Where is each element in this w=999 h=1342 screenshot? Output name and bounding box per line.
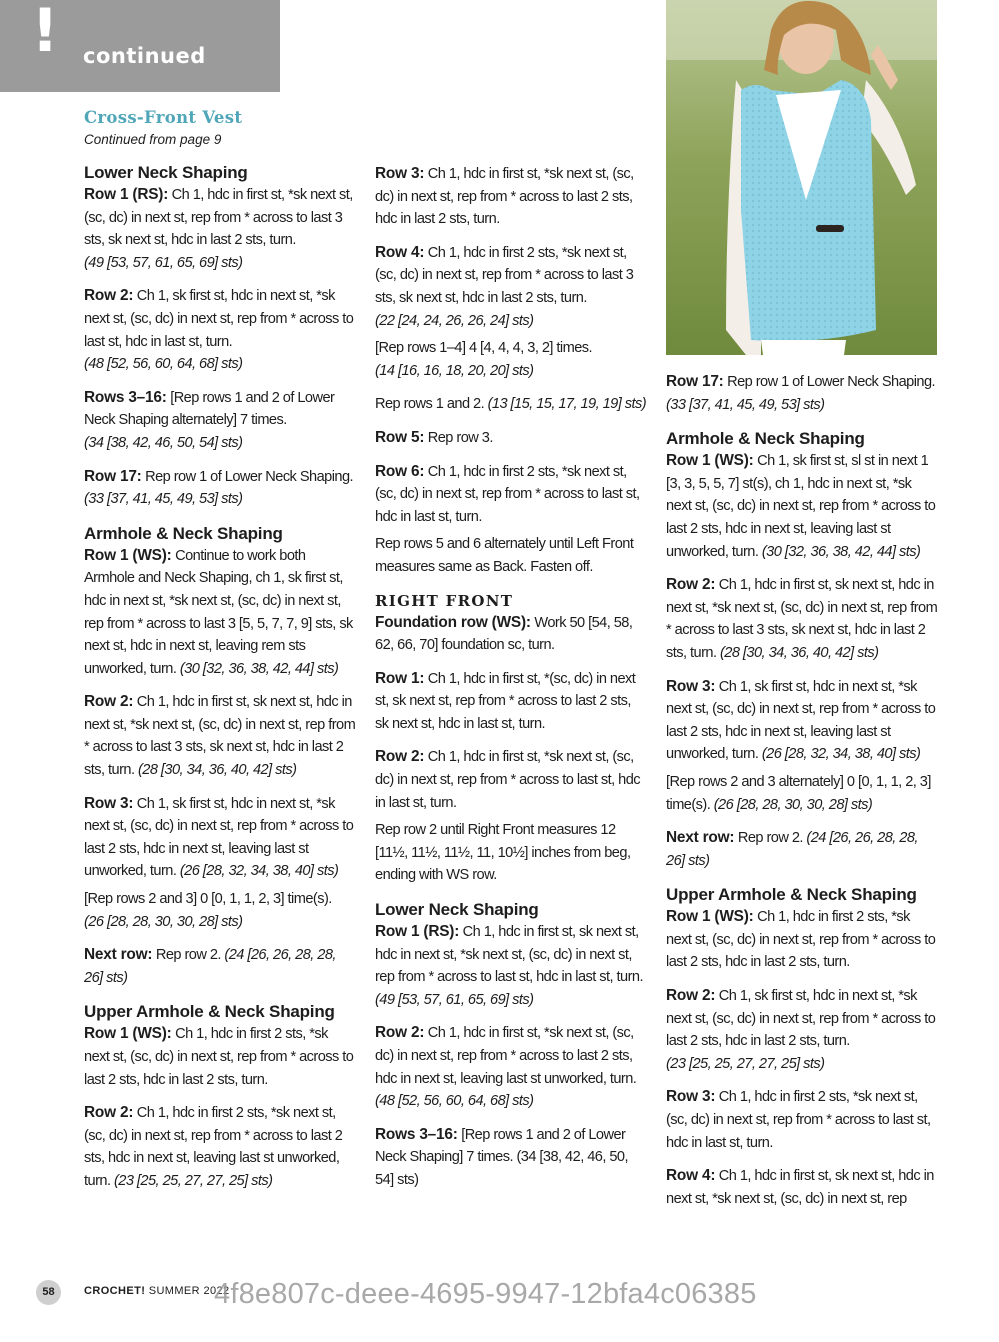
stitch-count: (24 [26, 26, 28, 28, 26] sts) [84, 947, 336, 986]
section-heading: Upper Armhole & Neck Shaping [84, 1002, 335, 1022]
stitch-count: (48 [52, 56, 60, 64, 68] sts) [84, 356, 243, 373]
stitch-count: (23 [25, 25, 27, 27, 25] sts) [113, 1172, 273, 1189]
column-right [666, 371, 938, 1221]
stitch-count: (33 [37, 41, 45, 49, 53] sts) [666, 396, 825, 413]
instruction-paragraph [84, 1023, 356, 1091]
instruction-paragraph [666, 985, 938, 1075]
instruction-paragraph [84, 944, 356, 989]
instruction-paragraph [375, 163, 647, 231]
stitch-count: (34 [38, 42, 46, 50, 54] sts) [84, 434, 243, 451]
instruction-text: Rep row 2. [152, 947, 225, 964]
instruction-paragraph [375, 1022, 647, 1112]
row-label: Row 1 (RS): [84, 186, 169, 203]
stitch-count: (48 [52, 56, 60, 64, 68] sts) [375, 1093, 534, 1110]
instruction-text: [Rep rows 1 and 2 of Lower Neck Shaping] 7 times. (34 [38, 42, 46, 50, 54] sts) [375, 1126, 628, 1188]
instruction-text: Ch 1, sk first st, hdc in next st, *sk next st, (sc, dc) in next st, rep from * across to last 2 sts, hdc in last 2 sts, turn. [666, 988, 936, 1050]
stitch-count: (30 [32, 36, 38, 42, 44] sts) [761, 543, 921, 560]
section-heading: Armhole & Neck Shaping [666, 429, 865, 449]
instruction-text: Ch 1, hdc in first st, sk next st, hdc in next st, *sk next st, (sc, dc) in next st, rep [666, 1168, 934, 1207]
instruction-paragraph [84, 1102, 356, 1192]
instruction-text: Rep rows 1 and 2. [375, 396, 488, 413]
stitch-count: (26 [28, 28, 30, 30, 28] sts) [713, 796, 873, 813]
instruction-text: Ch 1, hdc in first st, *sk next st, (sc, dc) in next st, rep from * across to last 3 sts, sk next st, hdc in last 2 sts, turn. [84, 187, 353, 249]
page-number: 58 [36, 1280, 61, 1305]
continued-banner [0, 0, 280, 92]
instruction-text: [Rep rows 1 and 2 of Lower Neck Shaping alternately] 7 times. [84, 389, 335, 429]
instruction-text: Ch 1, hdc in first st, *sk next st, (sc, dc) in next st, rep from * across to last 2 sts, hdc in last 2 sts, turn. [375, 166, 634, 228]
stitch-count: (26 [28, 32, 34, 38, 40] sts) [761, 746, 921, 763]
instruction-text: Ch 1, hdc in first 2 sts, *sk next st, (sc, dc) in next st, rep from * across to last 2 sts, hdc in next st, leaving last st unworked, turn. [84, 1105, 343, 1189]
issue-name: SUMMER 2022 [145, 1285, 230, 1297]
instruction-text: [Rep rows 2 and 3] 0 [0, 1, 1, 2, 3] time(s). [84, 891, 332, 908]
exclamation-icon: ! [31, 0, 59, 66]
instruction-text: Rep row 2 until Right Front measures 12 [11½, 11½, 11½, 11, 10½] inches from beg, ending with WS row. [375, 822, 631, 884]
instruction-paragraph [375, 746, 647, 814]
row-label: Row 4: [666, 1167, 716, 1185]
row-label: Row 5: [375, 428, 425, 446]
stitch-count: (24 [26, 26, 28, 28, 26] sts) [666, 830, 918, 869]
stitch-count: (26 [28, 28, 30, 30, 28] sts) [84, 913, 243, 930]
stitch-count: (30 [32, 36, 38, 42, 44] sts) [179, 660, 339, 677]
row-label: Foundation row (WS): [375, 613, 531, 631]
row-label: Row 17: [666, 373, 724, 390]
instruction-paragraph [666, 1165, 938, 1210]
instruction-text: Ch 1, hdc in first 2 sts, *sk next st, (sc, dc) in next st, rep from * across to last 2 sts, hdc in last 2 sts, turn. [84, 1026, 354, 1088]
row-label: Row 2: [666, 987, 716, 1005]
stitch-count: (33 [37, 41, 45, 49, 53] sts) [84, 491, 243, 508]
row-label: Next row: [84, 946, 153, 964]
section-heading: Armhole & Neck Shaping [84, 523, 283, 543]
instruction-text: Work 50 [54, 58, 62, 66, 70] foundation sc, turn. [375, 614, 633, 654]
row-label: Row 3: [375, 165, 425, 182]
section-heading: Lower Neck Shaping [84, 163, 248, 182]
section-heading: Upper Armhole & Neck Shaping [666, 885, 917, 905]
row-label: Row 2: [375, 1024, 425, 1042]
instruction-paragraph [84, 285, 356, 375]
magazine-name: CROCHET! [84, 1285, 146, 1297]
instruction-text: Rep row 2. [734, 830, 807, 847]
stitch-count: (49 [53, 57, 61, 65, 69] sts) [84, 254, 243, 271]
stitch-count: (13 [15, 15, 17, 19, 19] sts) [487, 396, 647, 413]
stitch-count: (23 [25, 25, 27, 27, 25] sts) [666, 1055, 825, 1072]
stitch-count: (28 [30, 34, 36, 40, 42] sts) [719, 644, 879, 661]
instruction-text: Ch 1, hdc in first st, sk next st, hdc in next st, *sk next st, (sc, dc) in next st, rep from * across to last st, hdc in last st, turn. [375, 924, 643, 986]
instruction-paragraph [84, 184, 356, 274]
row-label: Row 2: [84, 287, 134, 305]
instruction-text: Rep row 3. [424, 429, 493, 446]
instruction-paragraph [84, 387, 356, 455]
instruction-text: Rep row 1 of Lower Neck Shaping. [723, 374, 936, 390]
instruction-text: Ch 1, sk first st, sl st in next 1 [3, 3, 5, 5, 7] st(s), ch 1, hdc in next st, *sk next st, (sc, dc) in next st, rep from * across to last 2 sts, hdc in next st, leaving last st unworked, turn. [666, 453, 936, 560]
instruction-text: Ch 1, sk first st, hdc in next st, *sk next st, (sc, dc) in next st, rep from * across to last 2 sts, hdc in next st, leaving last st unworked, turn. [666, 678, 936, 763]
row-label: Next row: [666, 829, 735, 847]
stitch-count: (26 [28, 32, 34, 38, 40] sts) [179, 863, 339, 880]
instruction-paragraph [375, 393, 647, 416]
instruction-paragraph [375, 1124, 647, 1192]
row-label: Row 1 (RS): [375, 923, 460, 941]
instruction-text: Ch 1, hdc in first 2 sts, *sk next st, (sc, dc) in next st, rep from * across to last st, hdc in last st, turn. [666, 1089, 931, 1151]
banner-label: continued [83, 44, 206, 68]
continued-note: Continued from page 9 [84, 132, 222, 147]
instruction-paragraph [375, 337, 647, 382]
instruction-paragraph [84, 466, 356, 511]
section-heading: RIGHT FRONT [375, 591, 514, 610]
instruction-paragraph [375, 461, 647, 529]
instruction-paragraph [666, 450, 938, 563]
instruction-paragraph [666, 574, 938, 664]
stitch-count: (22 [24, 24, 26, 26, 24] sts) [375, 312, 534, 329]
row-label: Row 2: [666, 576, 716, 594]
instruction-paragraph [666, 676, 938, 766]
row-label: Row 2: [375, 748, 425, 766]
row-label: Row 1 (WS): [84, 546, 172, 564]
row-label: Row 6: [375, 462, 425, 480]
instruction-text: Ch 1, hdc in first 2 sts, *sk next st, (sc, dc) in next st, rep from * across to last 2 sts, hdc in last 2 sts, turn. [666, 909, 936, 971]
row-label: Row 3: [666, 677, 716, 695]
instruction-paragraph [666, 771, 938, 816]
instruction-text: Ch 1, hdc in first 2 sts, *sk next st, (sc, dc) in next st, rep from * across to last st, hdc in last st, turn. [375, 463, 640, 525]
instruction-text: Ch 1, sk first st, hdc in next st, *sk next st, (sc, dc) in next st, rep from * across to last 2 sts, hdc in next st, leaving last st unworked, turn. [84, 795, 354, 880]
photo-illustration [666, 0, 937, 355]
instruction-paragraph [375, 612, 647, 657]
row-label: Row 1 (WS): [666, 908, 754, 926]
row-label: Row 3: [666, 1088, 716, 1106]
instruction-paragraph [375, 533, 647, 578]
row-label: Rows 3–16: [375, 1125, 458, 1143]
instruction-paragraph [375, 242, 647, 332]
instruction-paragraph [375, 427, 647, 450]
instruction-text: [Rep rows 1–4] 4 [4, 4, 4, 3, 2] times. [375, 340, 593, 357]
column-middle [375, 163, 647, 1203]
instruction-paragraph [666, 1086, 938, 1154]
instruction-text: Ch 1, hdc in first st, *sk next st, (sc, dc) in next st, rep from * across to last 2 sts, hdc in next st, leaving last st unworked, turn. [375, 1025, 637, 1087]
instruction-paragraph [666, 371, 938, 416]
instruction-paragraph [375, 819, 647, 887]
instruction-paragraph [84, 691, 356, 781]
row-label: Row 3: [84, 794, 134, 812]
instruction-text: [Rep rows 2 and 3 alternately] 0 [0, 1, 1, 2, 3] time(s). [666, 773, 931, 813]
row-label: Row 2: [84, 1104, 134, 1122]
instruction-paragraph [375, 668, 647, 736]
instruction-paragraph [375, 921, 647, 1011]
instruction-paragraph [666, 827, 938, 872]
instruction-text: Ch 1, hdc in first st, sk next st, hdc in next st, *sk next st, (sc, dc) in next st, rep from * across to last 3 sts, sk next st, hdc in last 2 sts, turn. [84, 694, 356, 779]
row-label: Row 1: [375, 669, 425, 687]
instruction-text: Ch 1, hdc in first st, *sk next st, (sc, dc) in next st, rep from * across to last st, hdc in last st, turn. [375, 749, 641, 811]
instruction-text: Continue to work both Armhole and Neck Shaping, ch 1, sk first st, hdc in next st, *sk next st, (sc, dc) in next st, rep from * across to last 3 [5, 5, 7, 7, 9] sts, sk next st, hdc in next st, leaving rem sts unworked, turn. [84, 547, 353, 677]
section-heading: Lower Neck Shaping [375, 900, 539, 920]
column-left [84, 107, 356, 1204]
stitch-count: (28 [30, 34, 36, 40, 42] sts) [137, 762, 297, 779]
watermark: 4f8e807c-deee-4695-9947-12bfa4c06385 [214, 1278, 757, 1310]
instruction-text: Ch 1, sk first st, hdc in next st, *sk next st, (sc, dc) in next st, rep from * across to last st, hdc in last st, turn. [84, 288, 354, 350]
instruction-paragraph [84, 888, 356, 933]
row-label: Row 4: [375, 243, 425, 261]
instruction-paragraph [84, 545, 356, 681]
instruction-paragraph [84, 793, 356, 883]
row-label: Rows 3–16: [84, 388, 167, 406]
row-label: Row 2: [84, 693, 134, 711]
row-label: Row 1 (WS): [666, 452, 754, 470]
stitch-count: (49 [53, 57, 61, 65, 69] sts) [375, 991, 534, 1008]
row-label: Row 1 (WS): [84, 1025, 172, 1043]
model-photo [666, 0, 937, 355]
instruction-text: Rep row 1 of Lower Neck Shaping. [141, 468, 354, 485]
instruction-paragraph [666, 906, 938, 974]
instruction-text: Ch 1, hdc in first st, sk next st, hdc in next st, *sk next st, (sc, dc) in next st, rep from * across to last 3 sts, sk next st, hdc in last 2 sts, turn. [666, 577, 938, 661]
row-label: Row 17: [84, 467, 142, 485]
instruction-text: Ch 1, hdc in first 2 sts, *sk next st, (sc, dc) in next st, rep from * across to last 3 sts, sk next st, hdc in last 2 sts, turn. [375, 244, 634, 306]
instruction-text: Rep rows 5 and 6 alternately until Left Front measures same as Back. Fasten off. [375, 536, 634, 575]
footer-credit [84, 1285, 230, 1297]
pattern-title: Cross-Front Vest [84, 108, 243, 127]
stitch-count: (14 [16, 16, 18, 20, 20] sts) [375, 362, 534, 379]
instruction-text: Ch 1, hdc in first st, *(sc, dc) in next st, sk next st, rep from * across to last 2 sts, sk next st, hdc in last st, turn. [375, 670, 636, 732]
